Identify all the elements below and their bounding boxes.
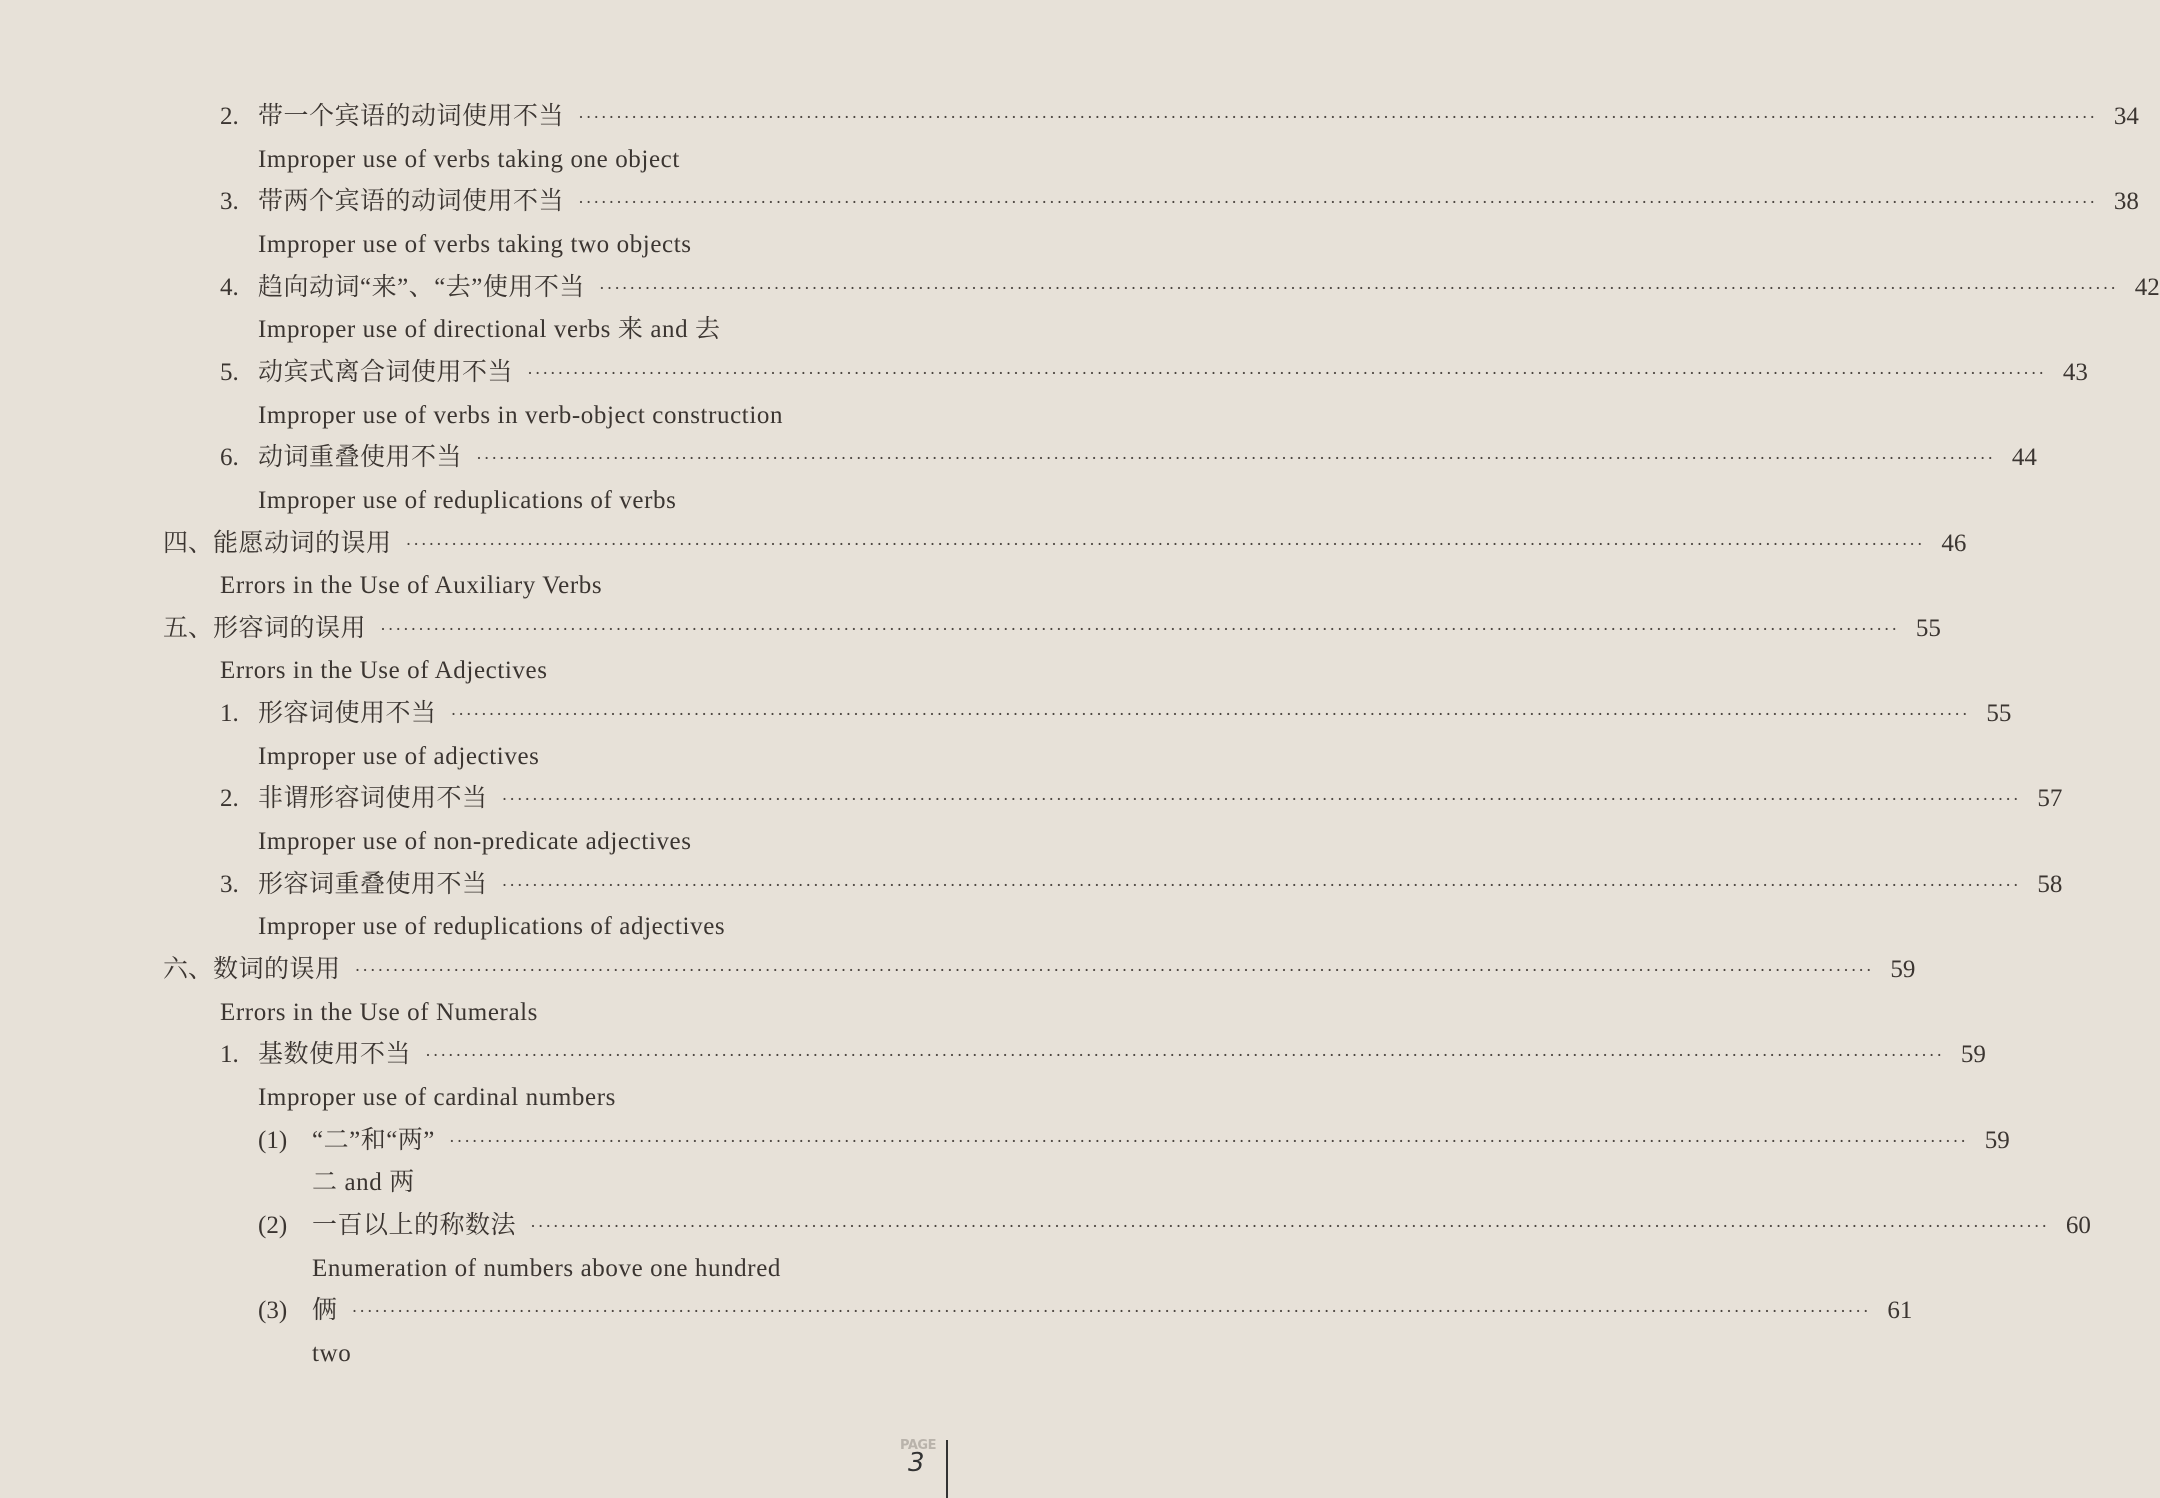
dot-leader: ········································································································································································································ xyxy=(405,533,1925,554)
entry-title-english: Improper use of non-predicate adjectives xyxy=(258,828,692,856)
entry-title-english: Errors in the Use of Numerals xyxy=(220,998,539,1026)
toc-entry[interactable] xyxy=(220,1034,1986,1076)
dot-leader: ········································································································································································································ xyxy=(578,192,2097,213)
page-marker-rule xyxy=(946,1440,948,1498)
entry-page-number: 59 xyxy=(1890,956,1916,983)
entry-title-english: Improper use of verbs taking two objects xyxy=(258,230,692,258)
dot-leader: ········································································································································································································ xyxy=(527,362,2046,383)
entry-title-chinese: 数词的误用 xyxy=(213,956,341,983)
entry-title-chinese: 非谓形容词使用不当 xyxy=(258,785,488,813)
entry-title-english: Improper use of verbs taking one object xyxy=(258,145,680,173)
entry-title-english: Improper use of cardinal numbers xyxy=(258,1083,616,1111)
entry-page-number: 55 xyxy=(1986,700,2012,728)
entry-number: 5. xyxy=(220,358,239,386)
toc-entry[interactable] xyxy=(220,96,2139,138)
entry-number: 1. xyxy=(220,700,239,728)
entry-page-number: 57 xyxy=(2037,785,2063,813)
toc-entry[interactable] xyxy=(220,864,2063,906)
toc-entry[interactable] xyxy=(220,778,2063,820)
toc-entry[interactable] xyxy=(258,1290,1913,1332)
entry-title-chinese: 形容词的误用 xyxy=(213,614,367,642)
toc-entry[interactable] xyxy=(258,1120,2010,1162)
entry-title-chinese: 趋向动词“来”、“去”使用不当 xyxy=(258,273,585,301)
dot-leader: ········································································································································································································ xyxy=(450,704,1970,725)
entry-title-chinese: “二”和“两” xyxy=(312,1126,435,1154)
entry-page-number: 60 xyxy=(2065,1211,2091,1239)
entry-page-number: 43 xyxy=(2062,358,2088,386)
entry-number: (3) xyxy=(258,1297,288,1325)
dot-leader: ········································································································································································································ xyxy=(530,1215,2049,1236)
entry-page-number: 59 xyxy=(1960,1041,1986,1069)
entry-page-number: 59 xyxy=(1984,1126,2010,1154)
entry-title-chinese: 动词重叠使用不当 xyxy=(258,444,463,472)
dot-leader: ········································································································································································································ xyxy=(380,618,1899,639)
toc-entry[interactable] xyxy=(163,949,1916,991)
entry-page-number: 38 xyxy=(2113,188,2139,216)
dot-leader: ········································································································································································································ xyxy=(598,277,2118,298)
toc-entry[interactable] xyxy=(163,523,1967,565)
page-label: PAGE xyxy=(900,1438,936,1453)
entry-page-number: 42 xyxy=(2134,273,2160,301)
entry-title-english: Errors in the Use of Adjectives xyxy=(220,657,548,685)
entry-title-english: Improper use of adjectives xyxy=(258,742,540,770)
entry-number: 六、 xyxy=(163,956,214,983)
dot-leader: ········································································································································································································ xyxy=(501,874,2021,895)
entry-title-chinese: 形容词重叠使用不当 xyxy=(258,870,488,898)
entry-title-english: Errors in the Use of Auxiliary Verbs xyxy=(220,572,603,600)
dot-leader: ········································································································································································································ xyxy=(578,107,2097,127)
page-number: 3 xyxy=(908,1448,925,1478)
toc-entry[interactable] xyxy=(220,693,2012,735)
dot-leader: ········································································································································································································ xyxy=(354,960,1874,980)
dot-leader: ········································································································································································································ xyxy=(351,1301,1871,1322)
entry-page-number: 58 xyxy=(2037,870,2063,898)
dot-leader: ········································································································································································································ xyxy=(476,448,1995,469)
entry-page-number: 55 xyxy=(1915,614,1941,642)
entry-title-chinese: 动宾式离合词使用不当 xyxy=(258,358,514,386)
entry-page-number: 61 xyxy=(1887,1297,1913,1325)
entry-page-number: 44 xyxy=(2011,444,2037,472)
toc-entry[interactable] xyxy=(220,352,2088,394)
entry-title-chinese: 俩 xyxy=(312,1297,338,1325)
entry-page-number: 46 xyxy=(1941,529,1967,557)
entry-title-english: Enumeration of numbers above one hundred xyxy=(312,1254,782,1282)
entry-title-english: Improper use of verbs in verb-object construction xyxy=(258,401,784,429)
toc-entry[interactable] xyxy=(163,608,1941,650)
entry-number: (1) xyxy=(258,1126,288,1154)
entry-title-chinese: 形容词使用不当 xyxy=(258,700,437,728)
entry-number: 4. xyxy=(220,273,239,301)
entry-title-english: Improper use of reduplications of adjectives xyxy=(258,913,726,941)
entry-number: 3. xyxy=(220,188,239,216)
entry-title-chinese: 一百以上的称数法 xyxy=(312,1211,517,1239)
toc-entry[interactable] xyxy=(220,267,2160,309)
entry-title-chinese: 能愿动词的误用 xyxy=(213,529,392,557)
entry-number: 3. xyxy=(220,870,239,898)
page-marker xyxy=(898,1438,948,1488)
entry-number: 五、 xyxy=(163,614,214,642)
entry-page-number: 34 xyxy=(2113,103,2139,130)
entry-number: 2. xyxy=(220,785,239,813)
entry-title-chinese: 基数使用不当 xyxy=(258,1041,412,1069)
entry-number: 1. xyxy=(220,1041,239,1069)
entry-title-english: Improper use of directional verbs 来 and 去 xyxy=(258,316,721,344)
entry-number: (2) xyxy=(258,1211,288,1239)
entry-title-english: 二 and 两 xyxy=(312,1169,415,1197)
entry-title-chinese: 带一个宾语的动词使用不当 xyxy=(258,103,565,130)
entry-title-english: Improper use of reduplications of verbs xyxy=(258,486,677,514)
dot-leader: ········································································································································································································ xyxy=(425,1045,1944,1066)
toc-entry[interactable] xyxy=(220,181,2139,223)
entry-number: 四、 xyxy=(163,529,214,557)
dot-leader: ········································································································································································································ xyxy=(448,1130,1968,1151)
entry-title-chinese: 带两个宾语的动词使用不当 xyxy=(258,188,565,216)
entry-number: 6. xyxy=(220,444,239,472)
dot-leader: ········································································································································································································ xyxy=(501,789,2021,810)
toc-entry[interactable] xyxy=(258,1205,2091,1247)
entry-number: 2. xyxy=(220,103,239,130)
entry-title-english: two xyxy=(312,1339,352,1367)
toc-entry[interactable] xyxy=(220,437,2037,479)
